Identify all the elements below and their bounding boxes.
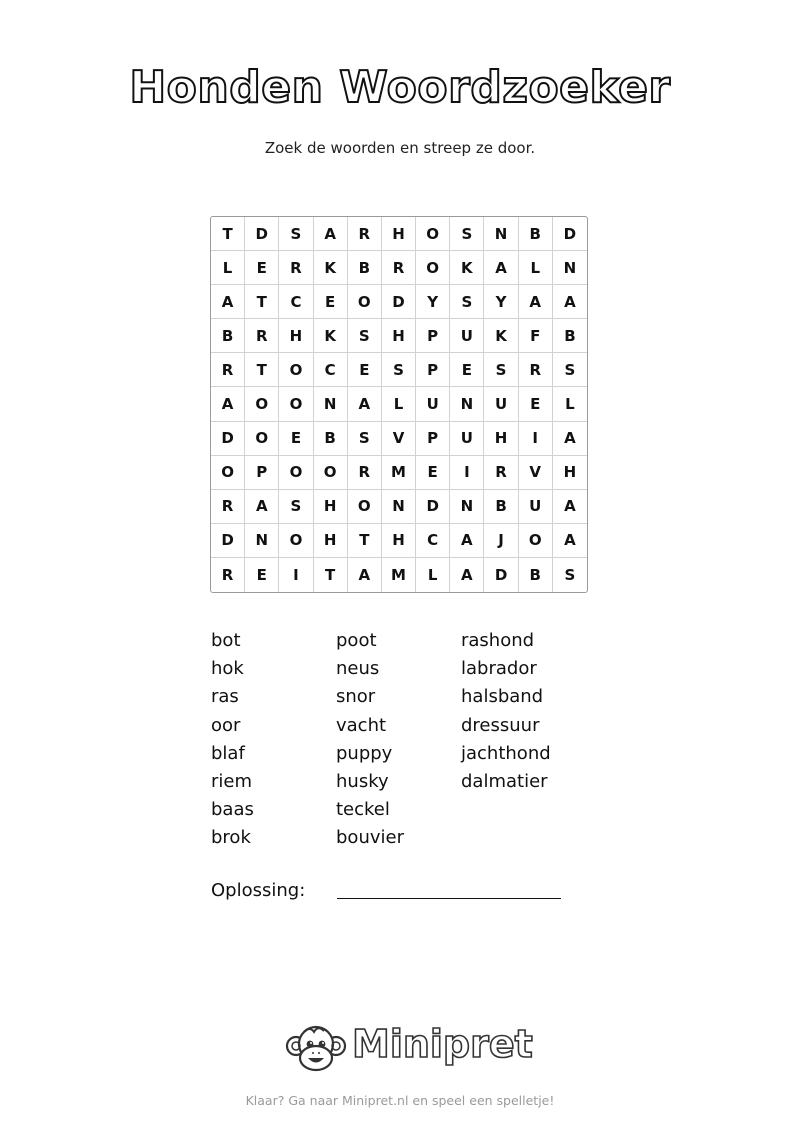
word-column-1 — [211, 627, 254, 853]
grid-cell[interactable]: H — [484, 422, 518, 456]
word-list-item: brok — [211, 827, 251, 849]
page-title: Honden Woordzoeker — [129, 62, 671, 113]
grid-cell[interactable]: H — [382, 319, 416, 353]
grid-cell[interactable]: H — [279, 319, 313, 353]
grid-cell[interactable]: D — [553, 217, 587, 251]
grid-cell[interactable]: K — [314, 319, 348, 353]
grid-cell[interactable]: S — [348, 319, 382, 353]
grid-cell[interactable]: S — [450, 217, 484, 251]
grid-cell[interactable]: A — [519, 285, 553, 319]
grid-cell[interactable]: I — [450, 456, 484, 490]
grid-cell[interactable]: D — [416, 490, 450, 524]
grid-cell[interactable]: S — [279, 217, 313, 251]
grid-cell[interactable]: O — [519, 524, 553, 558]
grid-cell[interactable]: E — [245, 251, 279, 285]
grid-cell[interactable]: A — [450, 558, 484, 592]
grid-cell[interactable]: C — [416, 524, 450, 558]
grid-cell[interactable]: O — [245, 387, 279, 421]
grid-cell[interactable]: B — [348, 251, 382, 285]
grid-cell[interactable]: A — [553, 524, 587, 558]
word-list-item: halsband — [461, 686, 544, 708]
grid-cell[interactable]: O — [314, 456, 348, 490]
word-list-item: puppy — [336, 742, 393, 764]
grid-cell[interactable]: N — [450, 387, 484, 421]
grid-cell[interactable]: N — [382, 490, 416, 524]
word-list-item: jachthond — [461, 742, 551, 764]
footer-text: Klaar? Ga naar Minipret.nl en speel een spelletje! — [245, 1093, 555, 1108]
grid-cell[interactable]: J — [484, 524, 518, 558]
grid-cell[interactable]: O — [416, 217, 450, 251]
grid-cell[interactable]: R — [348, 217, 382, 251]
grid-cell[interactable]: P — [416, 319, 450, 353]
grid-cell[interactable]: R — [245, 319, 279, 353]
word-list-item: oor — [211, 714, 241, 736]
word-list-item: vacht — [336, 714, 387, 736]
grid-cell[interactable]: T — [211, 217, 245, 251]
grid-cell[interactable]: N — [553, 251, 587, 285]
grid-cell[interactable]: O — [279, 353, 313, 387]
word-list-item: dalmatier — [461, 770, 548, 792]
grid-cell[interactable]: L — [211, 251, 245, 285]
grid-cell[interactable]: A — [553, 490, 587, 524]
grid-cell[interactable]: K — [314, 251, 348, 285]
grid-cell[interactable]: O — [279, 387, 313, 421]
grid-cell[interactable]: V — [382, 422, 416, 456]
instructions: Zoek de woorden en streep ze door. — [264, 139, 536, 157]
word-list-item: poot — [336, 630, 377, 651]
grid-cell[interactable]: B — [484, 490, 518, 524]
grid-cell[interactable]: E — [519, 387, 553, 421]
minipret-logo — [284, 1022, 533, 1074]
word-list-item: snor — [336, 686, 376, 708]
grid-cell[interactable]: D — [211, 524, 245, 558]
grid-cell[interactable]: Y — [416, 285, 450, 319]
grid-cell[interactable]: T — [348, 524, 382, 558]
grid-cell[interactable]: E — [245, 558, 279, 592]
grid-cell[interactable]: A — [211, 285, 245, 319]
grid-cell[interactable]: R — [382, 251, 416, 285]
grid-cell[interactable]: D — [211, 422, 245, 456]
grid-cell[interactable]: S — [348, 422, 382, 456]
grid-cell[interactable]: B — [519, 217, 553, 251]
grid-cell[interactable]: R — [211, 353, 245, 387]
grid-cell[interactable]: A — [348, 558, 382, 592]
grid-cell[interactable]: A — [484, 251, 518, 285]
grid-cell[interactable]: A — [314, 217, 348, 251]
grid-cell[interactable]: L — [416, 558, 450, 592]
grid-cell[interactable]: L — [553, 387, 587, 421]
grid-cell[interactable]: V — [519, 456, 553, 490]
grid-cell[interactable]: S — [564, 565, 576, 584]
grid-cell[interactable]: U — [519, 490, 553, 524]
grid-cell[interactable]: F — [519, 319, 553, 353]
grid-cell[interactable]: U — [484, 387, 518, 421]
grid-cell[interactable]: H — [314, 524, 348, 558]
grid-cell[interactable]: M — [382, 456, 416, 490]
grid-cell[interactable]: R — [348, 456, 382, 490]
grid-cell[interactable]: T — [245, 285, 279, 319]
grid-cell[interactable]: N — [314, 387, 348, 421]
grid-cell[interactable]: A — [348, 387, 382, 421]
grid-cell[interactable]: S — [553, 353, 587, 387]
word-list-item: dressuur — [461, 714, 540, 736]
grid-cell[interactable]: H — [314, 490, 348, 524]
monkey-face-icon — [284, 1022, 348, 1074]
grid-cell[interactable]: E — [279, 422, 313, 456]
grid-cell[interactable]: K — [484, 319, 518, 353]
grid-cell[interactable]: B — [553, 319, 587, 353]
word-list — [211, 627, 611, 857]
grid-cell[interactable]: A — [553, 285, 587, 319]
grid-cell[interactable]: S — [450, 285, 484, 319]
grid-cell[interactable]: S — [382, 353, 416, 387]
word-list-item: bouvier — [336, 827, 404, 849]
grid-cell[interactable]: N — [450, 490, 484, 524]
word-list-item: teckel — [336, 799, 390, 821]
grid-cell[interactable]: E — [450, 353, 484, 387]
grid-cell[interactable]: T — [245, 353, 279, 387]
grid-cell[interactable]: K — [450, 251, 484, 285]
solution-line — [337, 898, 561, 899]
grid-cell[interactable]: E — [416, 456, 450, 490]
grid-cell[interactable]: A — [211, 387, 245, 421]
word-column-3 — [461, 627, 551, 796]
grid-cell[interactable]: S — [279, 490, 313, 524]
grid-cell[interactable]: I — [519, 422, 553, 456]
grid-cell[interactable]: C — [279, 285, 313, 319]
grid-cell[interactable]: O — [416, 251, 450, 285]
grid-cell[interactable]: B — [519, 558, 553, 592]
grid-cell[interactable]: O — [348, 285, 382, 319]
grid-cell[interactable]: O — [245, 422, 279, 456]
grid-cell[interactable]: U — [450, 422, 484, 456]
grid-cell[interactable]: D — [484, 558, 518, 592]
grid-cell[interactable]: O — [211, 456, 245, 490]
grid-cell[interactable]: D — [382, 285, 416, 319]
grid-cell[interactable]: T — [314, 558, 348, 592]
word-list-item: ras — [211, 686, 239, 708]
word-list-item: riem — [211, 770, 253, 792]
grid-cell[interactable]: N — [245, 524, 279, 558]
grid-cell[interactable]: L — [382, 387, 416, 421]
word-list-item: hok — [211, 658, 244, 680]
word-list-item: labrador — [461, 658, 537, 680]
grid-cell[interactable]: O — [279, 524, 313, 558]
grid-cell[interactable]: S — [484, 353, 518, 387]
word-list-item: neus — [336, 658, 380, 680]
grid-cell[interactable]: I — [279, 558, 313, 592]
grid-cell[interactable]: D — [245, 217, 279, 251]
grid-cell[interactable]: Y — [484, 285, 518, 319]
grid-cell[interactable]: E — [314, 285, 348, 319]
grid-cell[interactable]: E — [348, 353, 382, 387]
grid-cell[interactable]: P — [245, 456, 279, 490]
word-list-item: baas — [211, 799, 254, 821]
word-list-item: husky — [336, 770, 389, 792]
word-list-item: bot — [211, 630, 241, 651]
grid-cell[interactable]: H — [382, 524, 416, 558]
grid-cell[interactable]: B — [211, 319, 245, 353]
grid-cell[interactable]: M — [382, 558, 416, 592]
solution-label: Oplossing: — [211, 880, 306, 901]
grid-cell[interactable]: R — [279, 251, 313, 285]
word-column-2 — [336, 627, 404, 853]
grid-cell[interactable]: P — [416, 422, 450, 456]
grid-cell[interactable]: H — [382, 217, 416, 251]
grid-cell[interactable]: A — [245, 490, 279, 524]
grid-cell[interactable]: R — [211, 490, 245, 524]
letter-grid — [210, 216, 588, 593]
logo-text: Minipret — [352, 1022, 533, 1066]
grid-cell[interactable]: R — [519, 353, 553, 387]
grid-cell[interactable]: U — [450, 319, 484, 353]
grid-cell[interactable]: C — [314, 353, 348, 387]
grid-cell[interactable]: U — [416, 387, 450, 421]
grid-cell[interactable]: R — [484, 456, 518, 490]
grid-cell[interactable]: O — [279, 456, 313, 490]
grid-cell[interactable]: P — [416, 353, 450, 387]
grid-cell[interactable]: N — [484, 217, 518, 251]
word-list-item: blaf — [211, 742, 245, 764]
grid-cell[interactable]: A — [553, 422, 587, 456]
grid-cell[interactable]: O — [348, 490, 382, 524]
grid-cell[interactable]: B — [314, 422, 348, 456]
grid-cell[interactable]: R — [211, 558, 245, 592]
word-list-item: rashond — [461, 630, 535, 651]
grid-cell[interactable]: L — [519, 251, 553, 285]
grid-cell[interactable]: A — [450, 524, 484, 558]
grid-cell[interactable]: H — [553, 456, 587, 490]
